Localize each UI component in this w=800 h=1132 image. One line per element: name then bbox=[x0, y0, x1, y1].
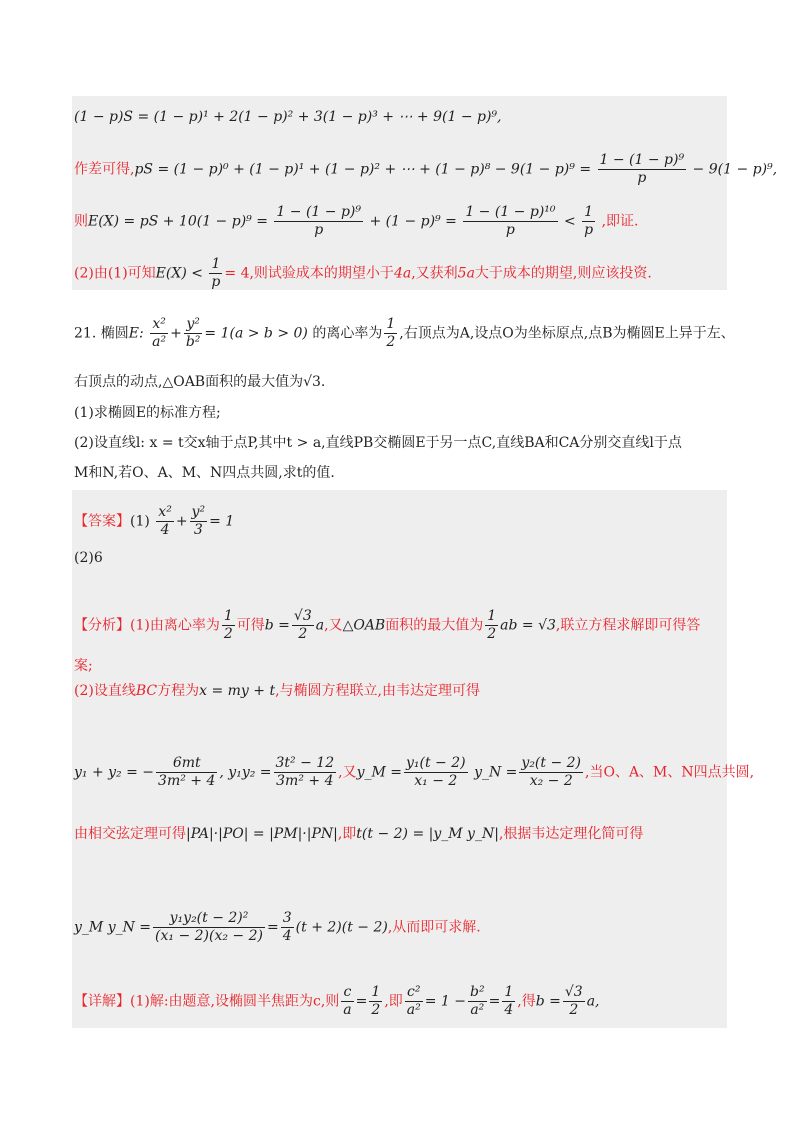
detail-line: 【详解】(1)解:由题意,设椭圆半焦距为c,则 $\frac{c}{a}$ = $\frac{1}{2}$ ,即 $\frac{\text{c²}}{\text{a²}}$ = 1 − $\frac{\text{b²}}{\text{a²}}$ = $\frac{1}{4}$ ,得b = $\frac{√3}{2}$ a, bbox=[74, 984, 600, 1018]
analysis-line-1: 【分析】(1)由离心率为 $\frac{1}{2}$ 可得b = $\frac{√3}{2}$ a,又△OAB面积的最大值为 $\frac{1}{2}$ ab = √3,联立方程求解即可得答 bbox=[74, 608, 701, 642]
fraction: $\frac{1}{2}$ bbox=[371, 984, 381, 1018]
fraction: $\frac{6mt}{\text{3m² + 4}}$ bbox=[158, 755, 216, 789]
fraction: $\frac{1}{2}$ bbox=[386, 316, 396, 350]
question-1: (1)求椭圆E的标准方程; bbox=[74, 405, 221, 421]
question-2-line-2: M和N,若O、A、M、N四点共圆,求t的值. bbox=[74, 465, 335, 481]
problem-number: 21. bbox=[74, 325, 97, 342]
fraction: $\frac{\text{3t² − 12}}{\text{3m² + 4}}$ bbox=[275, 755, 335, 789]
fraction: $\frac{\text{x²}}{\text{a²}}$ bbox=[152, 316, 167, 350]
equation-line-3 bbox=[74, 204, 638, 239]
fraction: $\frac{1}{p}$ bbox=[211, 256, 221, 290]
product-line: y_M y_N = $\frac{\text{y₁y₂(t − 2)²}}{\text{(x₁ − 2)(x₂ − 2)}}$ = $\frac{3}{4}$ (t + 2)(t − 2),从而即可求解. bbox=[74, 910, 481, 944]
fraction: $\frac{\text{1 − (1 − p)⁹}}{p}$ bbox=[599, 152, 685, 186]
equation-text: E(X) = pS + 10(1 − p)⁹ = bbox=[88, 213, 268, 230]
label-text: ,即证. bbox=[601, 213, 639, 230]
label-text: 则 bbox=[74, 213, 88, 230]
equation-text: + (1 − p)⁹ = bbox=[369, 213, 457, 230]
fraction: $\frac{\text{y²}}{3}$ bbox=[191, 504, 206, 538]
fraction: $\frac{\text{c²}}{\text{a²}}$ bbox=[406, 984, 421, 1018]
detail-label: 【详解】 bbox=[74, 993, 130, 1010]
fraction: $\frac{1}{4}$ bbox=[504, 984, 514, 1018]
equation-line-2 bbox=[74, 152, 777, 187]
fraction: $\frac{1}{p}$ bbox=[584, 204, 594, 238]
equation-line-1 bbox=[74, 107, 502, 127]
problem-line-2: 右顶点的动点,△OAB面积的最大值为√3. bbox=[74, 374, 326, 390]
equation-text: < bbox=[563, 213, 576, 230]
analysis-line-2: (2)设直线BC方程为x = my + t,与椭圆方程联立,由韦达定理可得 bbox=[74, 683, 480, 699]
answer-2: (2)6 bbox=[74, 550, 103, 566]
fraction: $\frac{\text{x²}}{4}$ bbox=[158, 504, 172, 538]
equation-text: pS = (1 − p)⁰ + (1 − p)¹ + (1 − p)² + ⋯ + (1 − p)⁸ − 9(1 − p)⁹ = bbox=[134, 161, 592, 178]
vieta-line: y₁ + y₂ = − $\frac{6mt}{\text{3m² + 4}}$ , y₁y₂ = $\frac{\text{3t² − 12}}{\text{3m² + 4}}$ ,又y_M = $\frac{\text{y₁(t − 2)}}{\text{x₁ − 2}}$ y_N = $\frac{\text{y₂(t − 2)}}{\text{x₂ − 2}}$ ,当O、A、M、N四点共圆, bbox=[74, 755, 755, 789]
fraction: $\frac{\text{b²}}{\text{a²}}$ bbox=[470, 984, 485, 1018]
label-text: 作差可得, bbox=[74, 161, 135, 178]
fraction: $\frac{1}{2}$ bbox=[223, 608, 233, 642]
conclusion-line: (2)由(1)可知E(X) < $\frac{1}{p}$ = 4,则试验成本的期望小于4a,又获利5a大于成本的期望,则应该投资. bbox=[74, 256, 652, 290]
fraction: $\frac{\text{y₁y₂(t − 2)²}}{\text{(x₁ − 2)(x₂ − 2)}}$ bbox=[155, 910, 263, 944]
fraction: $\frac{\text{y²}}{\text{b²}}$ bbox=[185, 316, 201, 350]
fraction: $\frac{\text{1 − (1 − p)⁹}}{p}$ bbox=[276, 204, 361, 238]
answer-line: 【答案】(1) $\frac{\text{x²}}{4}$ + $\frac{\text{y²}}{3}$ = 1 bbox=[74, 504, 235, 538]
answer-label: 【答案】 bbox=[74, 513, 130, 530]
equation-text: − 9(1 − p)⁹, bbox=[692, 161, 778, 178]
fraction: $\frac{\text{y₁(t − 2)}}{\text{x₁ − 2}}$ bbox=[406, 755, 466, 789]
analysis-line-1b: 案; bbox=[74, 658, 93, 674]
fraction: $\frac{1}{2}$ bbox=[487, 608, 497, 642]
equation-text: (1 − p)S = (1 − p)¹ + 2(1 − p)² + 3(1 − p)³ + ⋯ + 9(1 − p)⁹, bbox=[74, 109, 502, 125]
fraction: $\frac{c}{a}$ bbox=[343, 984, 352, 1018]
problem-stem: 21. 椭圆E: $\frac{\text{x²}}{\text{a²}}$ + $\frac{\text{y²}}{\text{b²}}$ = 1(a > b > 0) 的离心率为 $\frac{1}{2}$ ,右顶点为A,设点O为坐标原点,点B为椭圆E上异于左、 bbox=[74, 316, 735, 350]
fraction: $\frac{\text{y₂(t − 2)}}{\text{x₂ − 2}}$ bbox=[521, 755, 582, 789]
fraction: $\frac{√3}{2}$ bbox=[564, 984, 583, 1018]
chord-line: 由相交弦定理可得|PA|·|PO| = |PM|·|PN|,即t(t − 2) = |y_M y_N|,根据韦达定理化简可得 bbox=[74, 826, 644, 842]
fraction: $\frac{√3}{2}$ bbox=[293, 608, 312, 642]
fraction: $\frac{\text{1 − (1 − p)¹⁰}}{p}$ bbox=[465, 204, 556, 238]
fraction: $\frac{3}{4}$ bbox=[282, 910, 292, 944]
question-2-line-1: (2)设直线l: x = t交x轴于点P,其中t > a,直线PB交椭圆E于另一点C,直线BA和CA分别交直线l于点 bbox=[74, 435, 682, 451]
analysis-label: 【分析】 bbox=[74, 617, 130, 634]
